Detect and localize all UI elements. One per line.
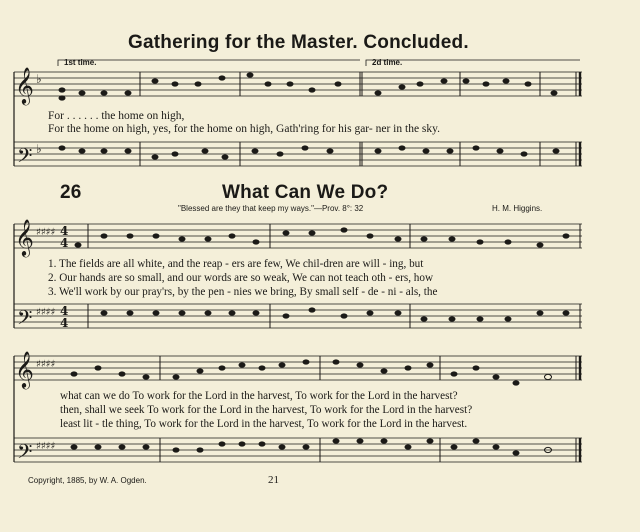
concluded-title: Gathering for the Master. Concluded. [128,32,469,53]
refrain-line-3: least lit - tle thing, To work for the Lord in the harvest, To work for the Lord in the harvest. [60,418,468,430]
time-signature: 4 [60,224,69,238]
bass-clef-icon: 𝄢 [17,144,33,172]
bass-clef-icon: 𝄢 [17,306,33,334]
sharp-icon: ♯♯♯♯ [36,359,56,370]
hymn-composer: H. M. Higgins. [492,204,543,213]
top-lyric-line-1: For . . . . . . the home on high, [48,110,185,122]
hymn-title: What Can We Do? [222,182,389,203]
svg-text:4: 4 [60,316,69,330]
staff-3-bass [14,438,582,462]
staff-1-bass [14,142,582,166]
time-signature: 4 [60,304,69,318]
page-number: 21 [268,474,279,486]
sharp-icon: ♯♯♯♯ [36,441,56,452]
sharp-icon: ♯♯♯♯ [36,227,56,238]
flat-icon: ♭ [36,72,42,86]
refrain-line-2: then, shall we seek To work for the Lord in the harvest, To work for the Lord in the harvest? [60,404,473,416]
refrain-line-1: what can we do To work for the Lord in the harvest, To work for the Lord in the harvest? [60,390,458,402]
hymn-number: 26 [60,182,82,203]
treble-clef-icon: 𝄞 [15,66,34,104]
svg-text:4: 4 [60,236,69,250]
sharp-icon: ♯♯♯♯ [36,307,56,318]
verse-1: 1. The fields are all white, and the reap - ers are few, We chil-dren are will - ing, but [48,258,424,270]
copyright: Copyright, 1885, by W. A. Ogden. [28,476,147,485]
staff-1-treble [14,72,582,96]
bass-clef-icon: 𝄢 [17,440,33,468]
top-lyric-line-2: For the home on high, yes, for the home on high, Gath'ring for his gar- ner in the sky. [48,123,441,135]
verse-2: 2. Our hands are so small, and our words are so weak, We can not teach oth - ers, how [48,272,434,284]
flat-icon: ♭ [36,142,42,156]
staff-2-bass [14,304,582,328]
hymn-epigraph: "Blessed are they that keep my ways."—Prov. 8°: 32 [178,204,364,213]
volta-first-label: 1st time. [64,58,97,67]
treble-clef-icon: 𝄞 [15,218,34,256]
verse-3: 3. We'll work by our pray'rs, by the pen - nies we bring, By small self - de - ni - als, the [48,286,438,298]
volta-second-label: 2d time. [372,58,403,67]
staff-2-treble [14,224,582,248]
treble-clef-icon: 𝄞 [15,350,34,388]
